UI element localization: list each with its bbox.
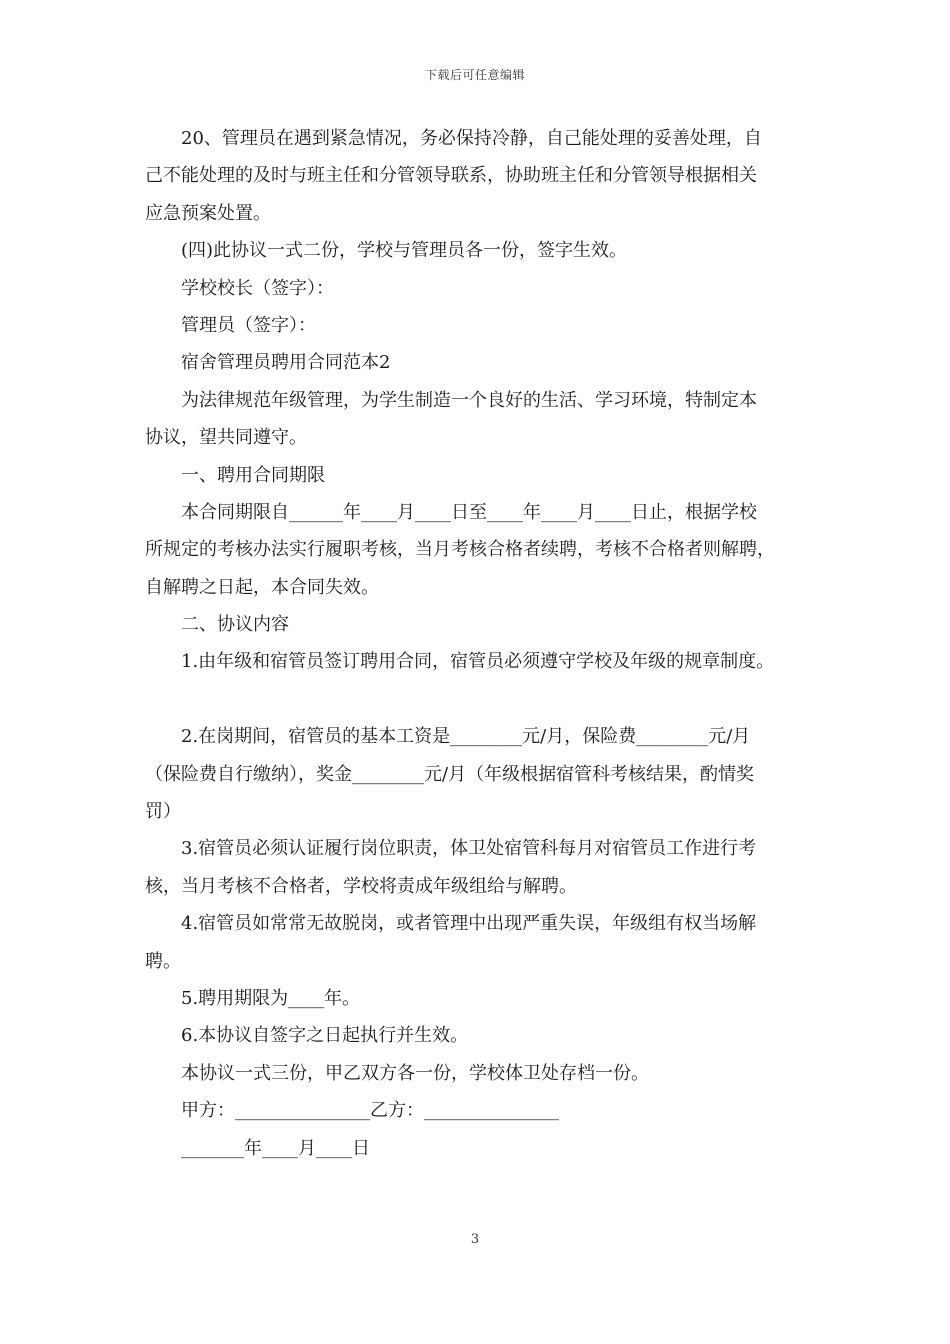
- paragraph-line: （保险费自行缴纳），奖金________元/月（年级根据宿管科考核结果，酌情奖: [145, 763, 755, 785]
- paragraph-line: 自解聘之日起，本合同失效。: [145, 576, 379, 598]
- paragraph-line: 应急预案处置。: [145, 202, 271, 224]
- page-number: 3: [470, 1232, 480, 1247]
- section-title: 宿舍管理员聘用合同范本2: [181, 352, 391, 374]
- list-item: 2.在岗期间，宿管员的基本工资是________元/月，保险费________元/月: [181, 726, 751, 748]
- paragraph-line: 所规定的考核办法实行履职考核，当月考核合格者续聘，考核不合格者则解聘，: [145, 539, 775, 561]
- paragraph-line: 罚）: [145, 801, 181, 823]
- paragraph-line: 本协议一式三份，甲乙双方各一份，学校体卫处存档一份。: [181, 1062, 649, 1084]
- paragraph-line: 本合同期限自______年____月____日至____年____月____日止，根据学校: [181, 501, 757, 523]
- list-item: 4.宿管员如常常无故脱岗，或者管理中出现严重失误，年级组有权当场解: [181, 913, 757, 935]
- paragraph-line: (四)此协议一式二份，学校与管理员各一份，签字生效。: [181, 240, 628, 262]
- list-item: 6.本协议自签字之日起执行并生效。: [181, 1025, 469, 1047]
- list-item: 1.由年级和宿管员签订聘用合同，宿管员必须遵守学校及年级的规章制度。: [181, 651, 775, 673]
- paragraph-line: 核，当月考核不合格者，学校将责成年级组给与解聘。: [145, 875, 577, 897]
- section-heading: 一、聘用合同期限: [181, 464, 325, 486]
- paragraph-line: 聘。: [145, 950, 181, 972]
- paragraph-line: 为法律规范年级管理，为学生制造一个良好的生活、学习环境，特制定本: [181, 389, 757, 411]
- blank-line: [145, 681, 815, 718]
- page-header: 下载后可任意编辑: [424, 68, 525, 82]
- document-body: [145, 120, 815, 1167]
- signature-parties-line: 甲方：_______________乙方：_______________: [181, 1100, 559, 1122]
- paragraph-line: 己不能处理的及时与班主任和分管领导联系，协助班主任和分管领导根据相关: [145, 165, 757, 187]
- date-line: _______年____月____日: [181, 1137, 370, 1159]
- signature-line-principal: 学校校长（签字）：: [181, 277, 334, 299]
- paragraph-line: 20、管理员在遇到紧急情况，务必保持冷静，自己能处理的妥善处理，自: [181, 128, 762, 149]
- paragraph-line: 协议，望共同遵守。: [145, 427, 307, 449]
- list-item: 5.聘用期限为____年。: [181, 987, 361, 1009]
- list-item: 3.宿管员必须认证履行岗位职责，体卫处宿管科每月对宿管员工作进行考: [181, 838, 757, 860]
- signature-line-manager: 管理员（签字）：: [181, 314, 316, 336]
- section-heading: 二、协议内容: [181, 614, 289, 636]
